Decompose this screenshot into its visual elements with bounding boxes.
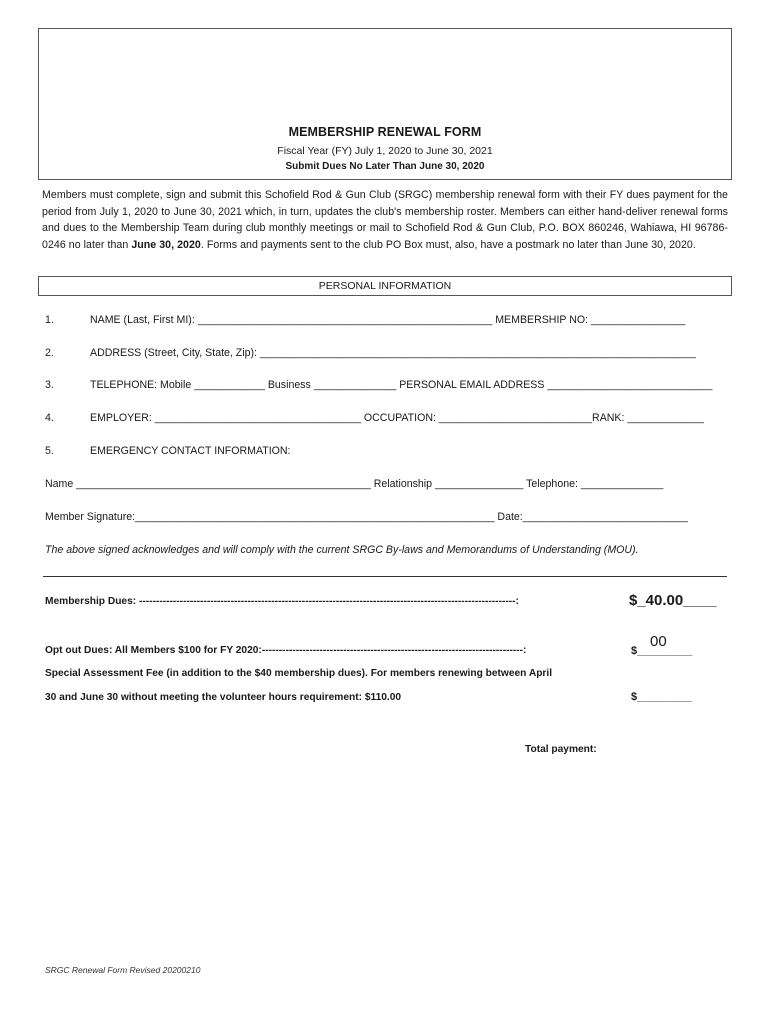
telephone-email-field[interactable]: TELEPHONE: Mobile ____________ Business ______________ PERSONAL EMAIL ADDRESS ____________________________ (90, 379, 713, 391)
optout-handwritten-value: 00 (650, 633, 667, 650)
fiscal-year-text: Fiscal Year (FY) July 1, 2020 to June 30, 2021 (277, 145, 493, 157)
intro-bold-date: June 30, 2020 (131, 238, 201, 251)
address-field[interactable]: ADDRESS (Street, City, State, Zip): __________________________________________________________________________ (90, 347, 696, 359)
intro-text-part1: Members must complete, sign and submit this Schofield Rod & Gun Club (SRGC) membership renewal form with their FY dues payment for the period from July 1, 2020 to June 30, 2021 which, in turn, updates the club's membership roster. Members can either hand-deliver renewal forms and dues to the Membership Team during club monthly meetings or mail to Schofield Rod & Gun Club, P.O. BOX 860246, Wahiawa, HI 96786-0246 no later than (42, 189, 728, 251)
form-header-box (38, 28, 732, 180)
field-number-1: 1. (45, 314, 54, 326)
field-number-3: 3. (45, 379, 54, 391)
employer-occupation-field[interactable]: EMPLOYER: ___________________________________ OCCUPATION: __________________________RANK: _____________ (90, 412, 704, 424)
acknowledgement-text: The above signed acknowledges and will comply with the current SRGC By-laws and Memorandums of Understanding (MOU). (45, 544, 639, 556)
field-number-2: 2. (45, 347, 54, 359)
special-assessment-label-line1: Special Assessment Fee (in addition to the $40 membership dues). For members renewing between April (45, 668, 553, 679)
membership-dues-label: Membership Dues: ---------------------------------------------------------------------------------------------------------------: (45, 596, 519, 607)
name-membership-field[interactable]: NAME (Last, First MI): __________________________________________________ MEMBERSHIP NO: ________________ (90, 314, 686, 326)
special-assessment-label-line2: 30 and June 30 without meeting the volunteer hours requirement: $110.00 (45, 692, 402, 703)
intro-text-part2: . Forms and payments sent to the club PO Box must, also, have a postmark no later than June 30, 2020. (200, 238, 696, 251)
special-assessment-amount[interactable]: $_________ (631, 691, 693, 703)
membership-dues-amount[interactable]: $_40.00____ (629, 592, 717, 609)
submission-deadline: Submit Dues No Later Than June 30, 2020 (285, 161, 485, 172)
total-payment-label: Total payment: (525, 744, 597, 755)
form-title: MEMBERSHIP RENEWAL FORM (288, 125, 482, 139)
personal-info-section-header: PERSONAL INFORMATION (38, 276, 732, 296)
optout-dues-amount[interactable]: $_________ (631, 645, 693, 657)
field-number-4: 4. (45, 412, 54, 424)
emergency-contact-field[interactable]: Name __________________________________________________ Relationship _______________ Telephone: ______________ (45, 478, 664, 490)
divider-line (43, 576, 727, 577)
field-number-5: 5. (45, 445, 54, 457)
member-signature-field[interactable]: Member Signature:_____________________________________________________________ Date:____________________________ (45, 511, 688, 523)
optout-dues-label: Opt out Dues: All Members $100 for FY 2020:-----------------------------------------------------------------------------: (45, 645, 527, 656)
form-footer: SRGC Renewal Form Revised 20200210 (45, 965, 201, 975)
intro-paragraph (42, 187, 728, 253)
emergency-contact-heading: EMERGENCY CONTACT INFORMATION: (90, 445, 291, 457)
